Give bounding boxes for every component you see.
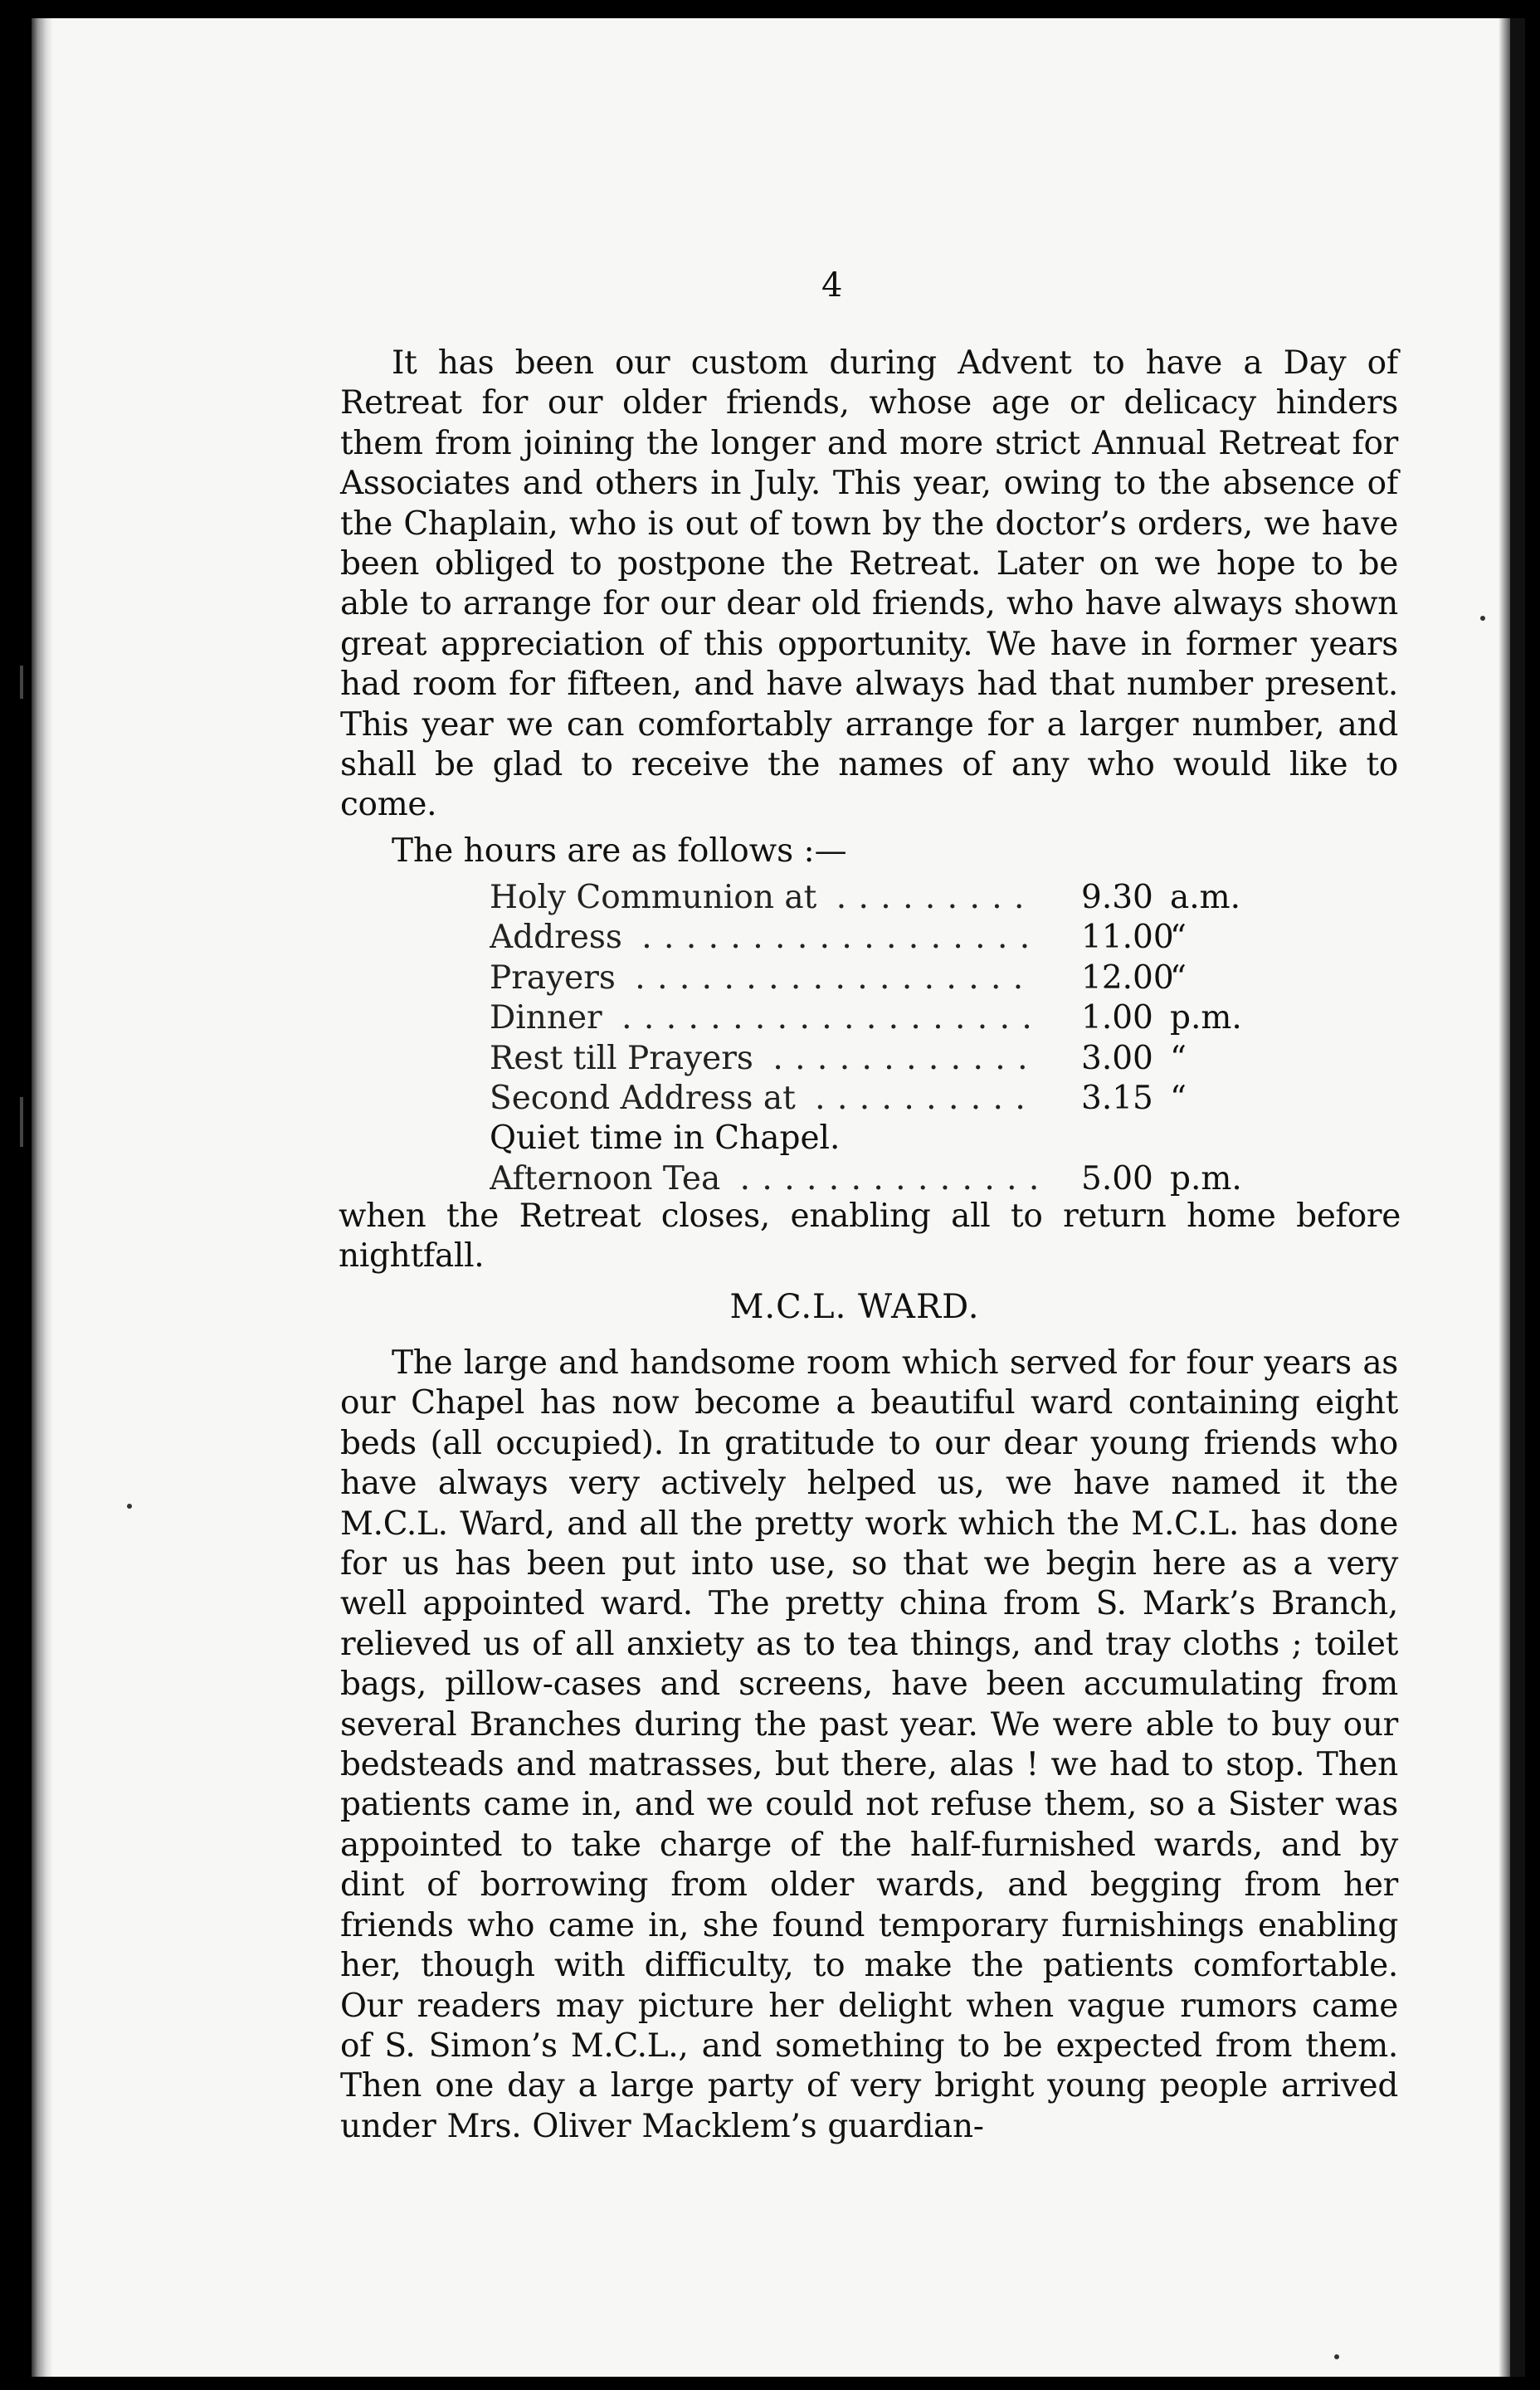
retreat-schedule <box>490 878 1270 1199</box>
schedule-time: 3.00 <box>1081 1039 1153 1077</box>
section-heading: M.C.L. WARD. <box>729 1288 980 1326</box>
schedule-row <box>490 958 1270 998</box>
schedule-row <box>490 1079 1270 1119</box>
schedule-time: 12.00 <box>1081 958 1174 997</box>
schedule-activity: Afternoon Tea <box>490 1160 729 1197</box>
schedule-activity: Prayers <box>490 959 624 997</box>
page-number: 4 <box>821 266 843 305</box>
dot-leader <box>490 1079 1037 1119</box>
schedule-period: “ <box>1170 1039 1187 1077</box>
schedule-row <box>490 918 1270 958</box>
schedule-time: 11.00 <box>1081 919 1174 957</box>
dot-leader <box>490 918 1037 958</box>
paragraph-ward: The large and handsome room which served for four years as our Chapel has now become a beautiful ward containing eight beds (all occupied). In gratitude to our dear young friends who have always very actively helped us, we have named it the M.C.L. Ward, and all the pretty work which the M.C.L. has done for us has been put into use, so that we begin here as a very well appointed ward. The pretty china from S. Mark’s Branch, relieved us of all anxiety as to tea things, and tray cloths ; toilet bags, pillow-cases and screens, have been accumulating from several Branches during the past year. We were able to buy our bedsteads and matrasses, but there, alas ! we had to stop. Then patients came in, and we could not refuse them, so a Sister was appointed to take charge of the half-furnished wards, and by dint of borrowing from older wards, and begging from her friends who came in, she found temporary furnishings enabling her, though with difficulty, to make the patients comfortable. Our readers may picture her delight when vague rumors came of S. Simon’s M.C.L., and something to be expected from them. Then one day a large party of very bright young people arrived under Mrs. Oliver Macklem’s guardian- <box>340 1344 1398 2145</box>
schedule-activity: Quiet time in Chapel. <box>490 1119 841 1158</box>
paragraph-retreat: It has been our custom during Advent to have a Day of Retreat for our older friends, whose age or delicacy hinders them from joining the longer and more strict Annual Retreat for Associates and others in July. This year, owing to the absence of the Chaplain, who is out of town by the doctor’s orders, we have been obliged to postpone the Retreat. Later on we hope to be able to arrange for our dear old friends, who have always shown great appreciation of this opportunity. We have in former years had room for fifteen, and have always had that number present. This year we can comfortably arrange for a larger number, and shall be glad to receive the names of any who would like to come. <box>340 344 1398 824</box>
schedule-time: 1.00 <box>1081 999 1153 1037</box>
margin-mark <box>20 666 23 699</box>
dot-leader <box>490 998 1037 1038</box>
schedule-period: p.m. <box>1170 999 1242 1037</box>
schedule-period: “ <box>1170 1079 1187 1117</box>
closing-line: when the Retreat closes, enabling all to return home before nightfall. <box>339 1197 1401 1275</box>
dot-leader <box>490 958 1037 998</box>
schedule-row <box>490 1119 1270 1158</box>
schedule-activity: Dinner <box>490 999 611 1036</box>
dot-leader <box>490 1159 1037 1199</box>
schedule-activity: Rest till Prayers <box>490 1040 762 1077</box>
schedule-activity: Holy Communion at <box>490 879 825 916</box>
schedule-activity: Address <box>490 919 631 956</box>
schedule-row <box>490 998 1270 1038</box>
schedule-row <box>490 1039 1270 1079</box>
hours-intro: The hours are as follows :— <box>392 832 847 870</box>
schedule-period: a.m. <box>1170 879 1241 916</box>
speck <box>127 1504 132 1509</box>
dot-leader <box>490 878 1037 918</box>
schedule-period: “ <box>1170 958 1187 997</box>
schedule-period: “ <box>1170 919 1187 957</box>
schedule-row <box>490 1159 1270 1199</box>
scanned-page <box>32 18 1525 2377</box>
schedule-time: 5.00 <box>1081 1159 1153 1197</box>
schedule-time: 3.15 <box>1081 1079 1153 1117</box>
margin-mark <box>20 1097 23 1147</box>
dot-leader <box>490 1039 1037 1079</box>
speck <box>1334 2354 1339 2359</box>
schedule-activity: Second Address at <box>490 1080 804 1117</box>
schedule-row <box>490 878 1270 918</box>
schedule-time: 9.30 <box>1081 879 1153 916</box>
speck <box>1480 616 1485 621</box>
schedule-period: p.m. <box>1170 1159 1242 1197</box>
